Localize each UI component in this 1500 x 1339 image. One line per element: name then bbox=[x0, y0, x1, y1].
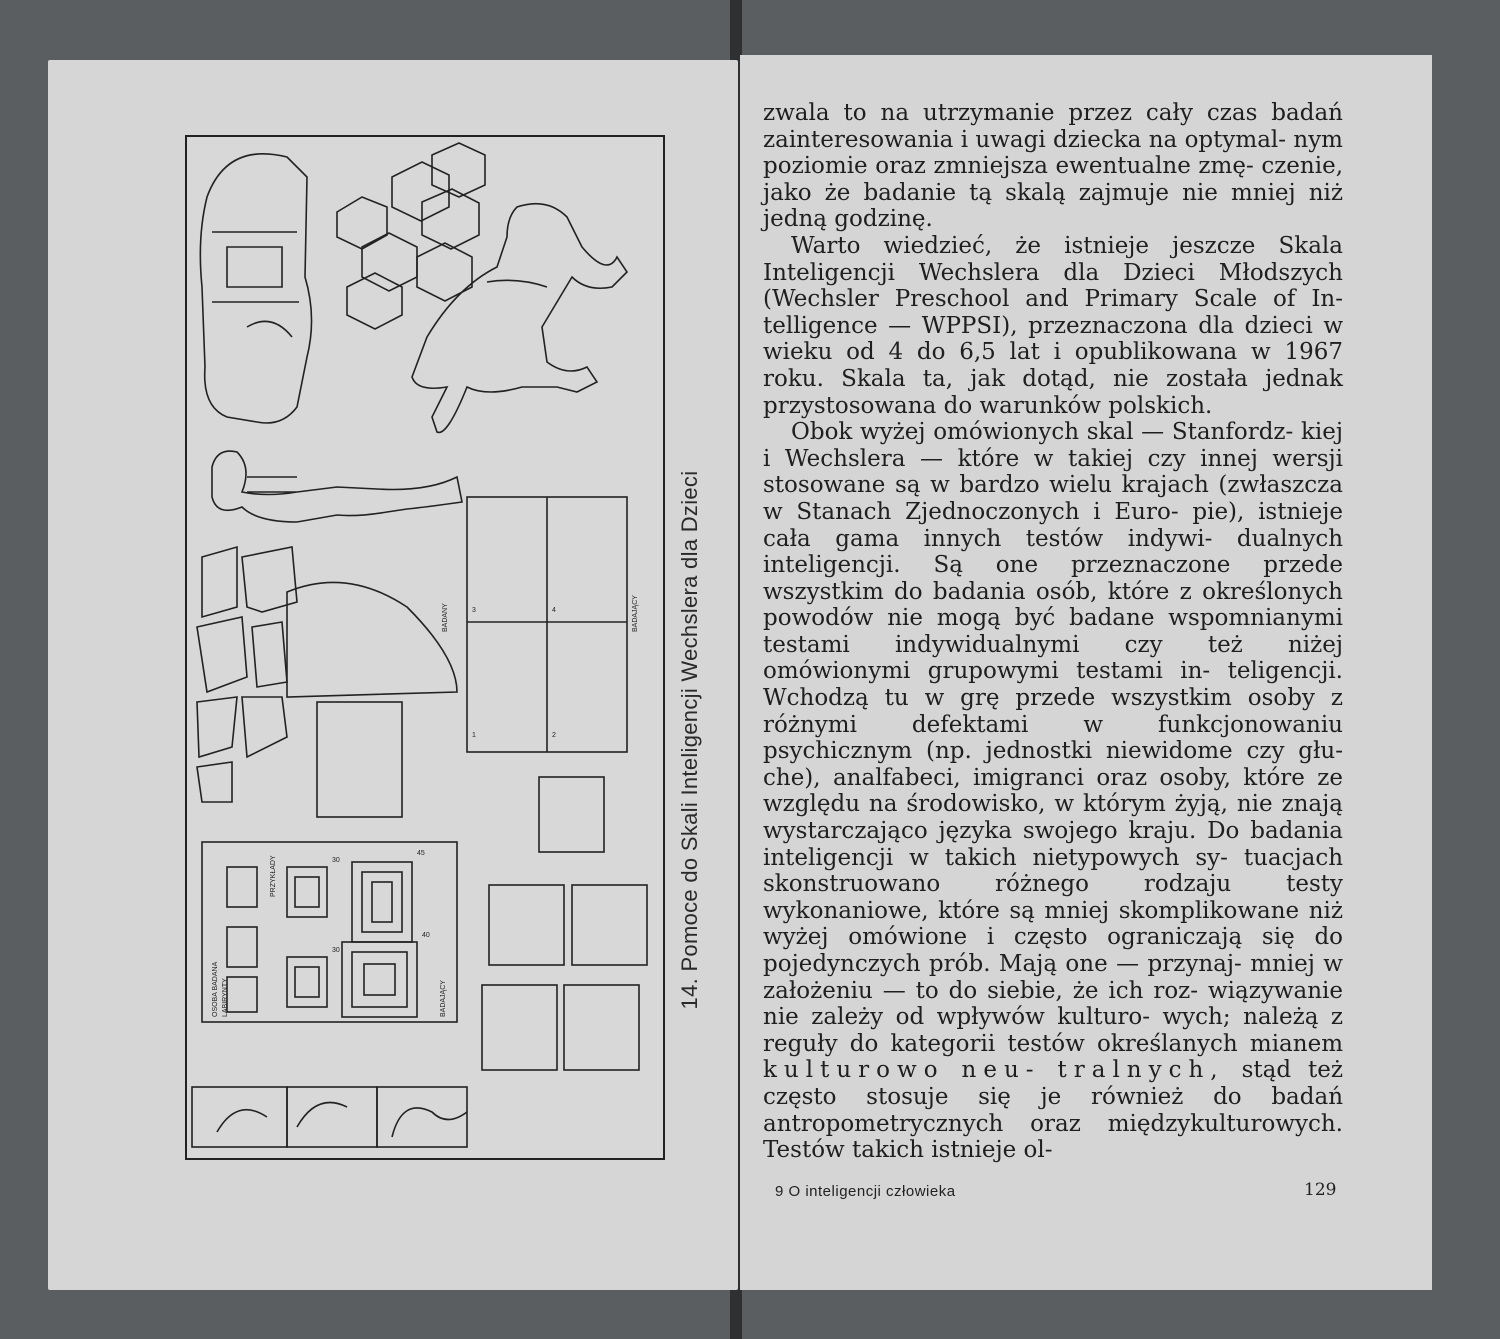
text-line: wykonaniowe, które są mniej skomplikowane bbox=[763, 897, 1300, 924]
body-text bbox=[763, 100, 1343, 1164]
text-line: badania inteligencji w takich nietypowych sy- bbox=[763, 818, 1343, 871]
text-line: che), analfabeci, imigranci oraz osoby, które ze bbox=[763, 764, 1343, 791]
picture-card bbox=[317, 702, 402, 817]
text-line: czenie, jako że badanie tą skalą zajmuje nie bbox=[763, 153, 1344, 206]
label-2: 2 bbox=[552, 732, 556, 739]
text-line: dualnych inteligencji. Są one przeznaczone bbox=[763, 525, 1344, 579]
text-line: wych; należą z reguły do kategorii testów bbox=[763, 1004, 1344, 1057]
face-puzzle-drawing bbox=[197, 547, 457, 802]
text-line: względu na środowisko, w którym żyją, nie bbox=[763, 791, 1273, 818]
text-line: (Wechsler Preschool and Primary Scale of In- bbox=[763, 286, 1343, 313]
text-line: również do badań antropometrycznych oraz bbox=[763, 1083, 1344, 1137]
car-puzzle-drawing bbox=[200, 154, 311, 423]
text-line: wspomnianymi testami indywidualnymi czy bbox=[763, 605, 1343, 658]
label-40: 40 bbox=[422, 932, 430, 939]
text-line: stąd też często stosuje się je bbox=[763, 1057, 1344, 1110]
text-line: wiązywanie nie zależy od wpływów kulturo- bbox=[763, 977, 1344, 1031]
text-line: Inteligencji Wechslera dla Dzieci Młodszych bbox=[763, 259, 1343, 286]
spaced-word: kulturowo bbox=[763, 1057, 945, 1084]
label-4: 4 bbox=[552, 607, 556, 614]
text-line: nym poziomie oraz zmniejsza ewentualne zmę- bbox=[763, 126, 1343, 180]
coding-grid bbox=[467, 497, 627, 752]
label-labirynty: LABIRYNTY bbox=[222, 978, 229, 1017]
horse-puzzle-drawing bbox=[412, 204, 627, 433]
text-line: teligencji. Wchodzą tu w grę przede wszystkim bbox=[763, 658, 1343, 712]
paragraph-3 bbox=[763, 419, 1343, 1164]
text-line: przystosowana do warunków polskich. bbox=[763, 392, 1213, 419]
text-line: psychicznym (np. jednostki niewidome czy głu- bbox=[763, 738, 1343, 765]
running-footer: 9 O inteligencji człowieka bbox=[775, 1183, 956, 1200]
comic-card bbox=[572, 885, 647, 965]
text-line: mniej w założeniu — to do siebie, że ich roz- bbox=[763, 951, 1343, 1004]
text-line: Obok wyżej omówionych skal — Stanfordz- bbox=[791, 419, 1294, 446]
label-przyklady: PRZYKŁADY bbox=[270, 855, 277, 897]
text-line: (zwłaszcza w Stanach Zjednoczonych i Euro- bbox=[763, 472, 1344, 525]
text-line: roku. Skala ta, jak dotąd, nie została jednak bbox=[763, 365, 1343, 392]
comic-card bbox=[489, 885, 564, 965]
text-line: niż wyżej omówione i często ograniczają się bbox=[763, 897, 1344, 951]
text-line: do pojedynczych prób. Mają one — przynaj- bbox=[763, 924, 1344, 977]
text-line: pie), istnieje cała gama innych testów indywi- bbox=[763, 498, 1343, 552]
text-line: międzykulturowych. Testów takich istnieje ol- bbox=[763, 1110, 1343, 1164]
text-line: przede wszystkim do badania osób, które z bbox=[763, 552, 1343, 605]
mazes-panel bbox=[202, 842, 457, 1022]
label-30b: 30 bbox=[332, 947, 340, 954]
block-design-cubes bbox=[337, 143, 485, 329]
label-osoba-badana: OSOBA BADANA bbox=[212, 961, 219, 1017]
text-line: kiej i Wechslera — które w takiej czy innej bbox=[763, 419, 1344, 472]
manikin-puzzle-drawing bbox=[212, 451, 462, 522]
paragraph-2 bbox=[763, 233, 1343, 419]
label-30a: 30 bbox=[332, 857, 340, 864]
comic-card bbox=[539, 777, 604, 852]
comic-card bbox=[564, 985, 639, 1070]
comic-card bbox=[482, 985, 557, 1070]
label-badany: BADANY bbox=[442, 603, 449, 632]
label-badajacy-maze: BADAJĄCY bbox=[440, 980, 447, 1017]
text-line: w wieku od 4 do 6,5 lat i opublikowana w 1967 bbox=[763, 312, 1343, 366]
spaced-word: tralnych, bbox=[1057, 1057, 1225, 1084]
label-badajacy: BADAJĄCY bbox=[632, 595, 639, 632]
spaced-word: neu- bbox=[961, 1057, 1041, 1084]
figure-wechsler-test-materials bbox=[185, 135, 665, 1160]
text-line: Warto wiedzieć, że istnieje jeszcze Skala bbox=[791, 232, 1343, 259]
text-line: osoby z różnymi defektami w funkcjonowaniu bbox=[763, 685, 1343, 738]
figure-drawings bbox=[187, 137, 663, 1158]
figure-caption: 14. Pomoce do Skali Inteligencji Wechslera dla Dzieci bbox=[677, 470, 702, 1010]
text-line: zainteresowania i uwagi dziecka na optymal- bbox=[763, 126, 1287, 153]
label-45: 45 bbox=[417, 850, 425, 857]
text-line: tuacjach skonstruowano różnego rodzaju testy bbox=[763, 844, 1344, 898]
text-line: wersji stosowane są w bardzo wielu krajach bbox=[763, 445, 1344, 499]
text-line: znają wystarczająco języka swojego kraju. Do bbox=[763, 791, 1343, 845]
text-line: mniej niż jedną godzinę. bbox=[763, 179, 1344, 233]
text-line: też niżej omówionymi grupowymi testami in- bbox=[763, 631, 1344, 685]
text-line: zwala to na utrzymanie przez cały czas badań bbox=[763, 100, 1343, 126]
text-line: telligence — WPPSI), przeznaczona dla dzieci bbox=[763, 312, 1313, 339]
text-line: określanych mianem bbox=[1096, 1030, 1344, 1057]
text-line: określonych powodów nie mogą być badane bbox=[763, 578, 1343, 632]
paragraph-1 bbox=[763, 100, 1343, 233]
label-1: 1 bbox=[472, 732, 476, 739]
animal-pieces-strip bbox=[192, 1087, 467, 1147]
page-number: 129 bbox=[1304, 1180, 1337, 1200]
label-3: 3 bbox=[472, 607, 476, 614]
